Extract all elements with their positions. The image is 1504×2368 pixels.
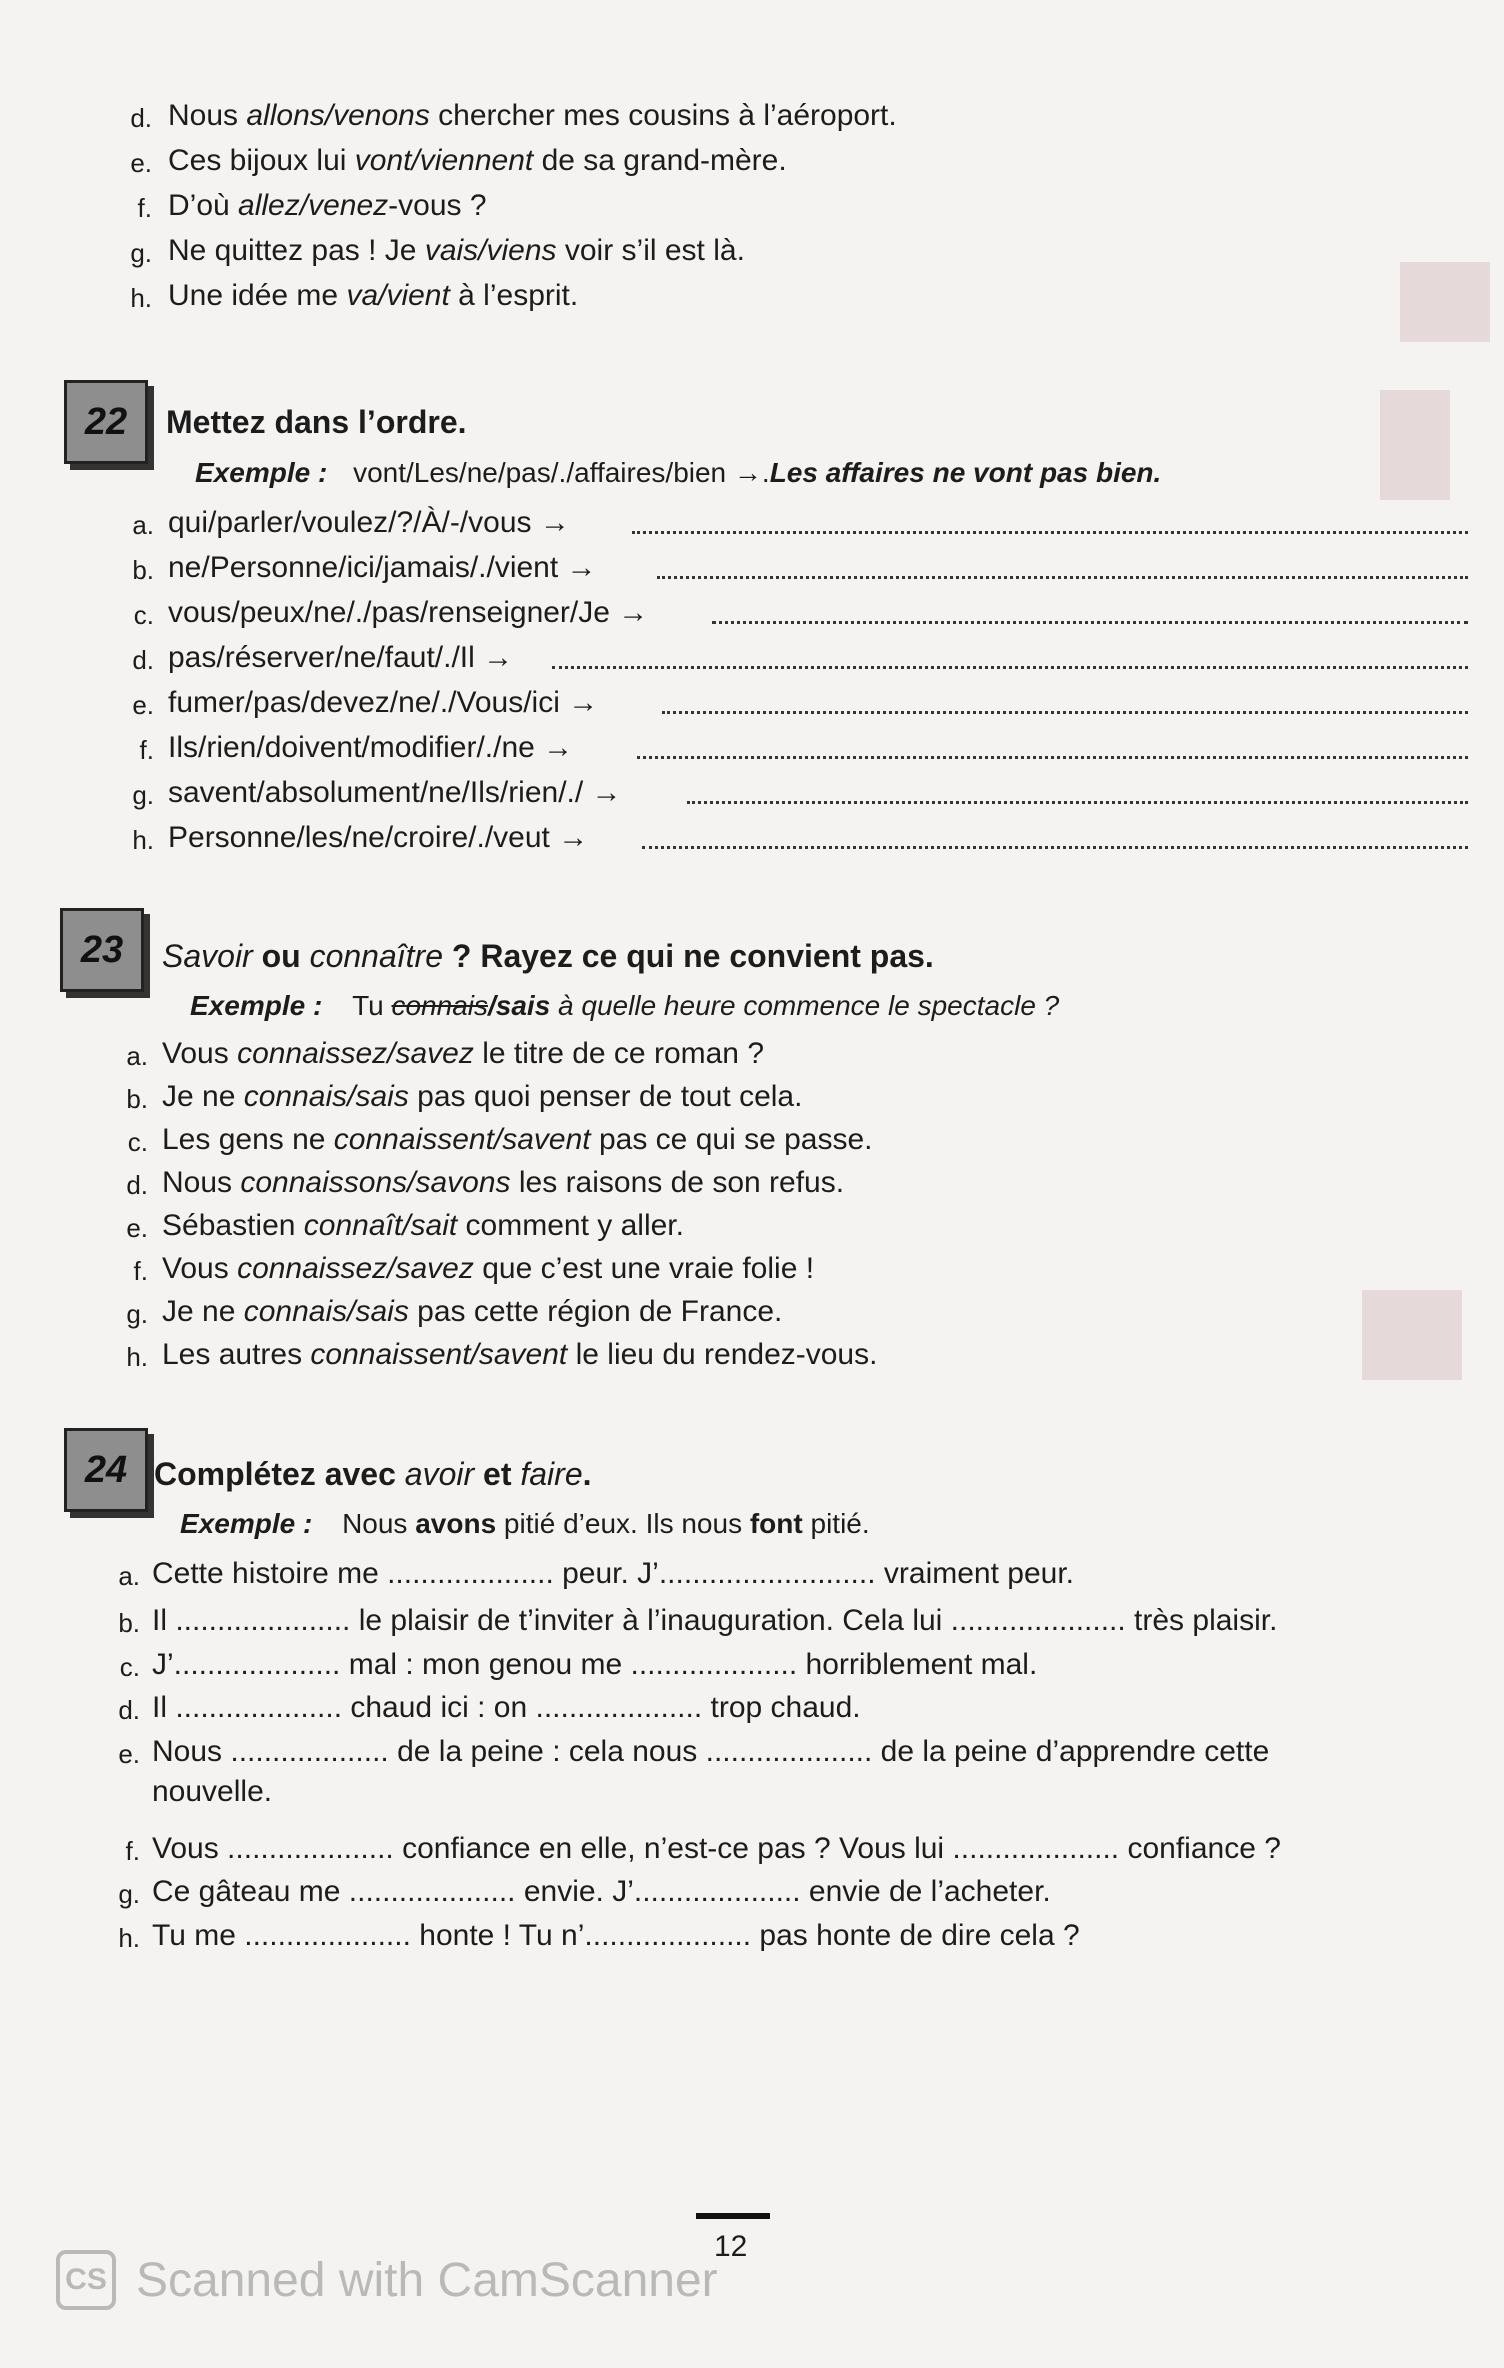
italic-choice: connaissons/savons [240, 1166, 511, 1199]
bleed-through-box [1400, 262, 1490, 342]
text-segment: pas quoi penser de tout cela. [408, 1080, 803, 1113]
item-label: a. [126, 1041, 148, 1071]
italic-choice: connais/sais [243, 1080, 409, 1113]
item-text [162, 1337, 877, 1373]
item-text [162, 1294, 782, 1330]
item-text: Ils/rien/doivent/modifier/./ne → [168, 731, 574, 764]
page-number-rule [696, 2213, 770, 2219]
item-text [162, 1208, 684, 1244]
item-text: Personne/les/ne/croire/./veut → [168, 821, 589, 854]
title-segment: Savoir [162, 938, 253, 974]
title-faire: faire [520, 1456, 583, 1492]
text-segment: pas ce qui se passe. [590, 1123, 873, 1156]
item-label: a. [132, 510, 154, 540]
text-segment: Une idée me [168, 279, 347, 312]
item-text [168, 188, 487, 224]
text-segment: Vous [162, 1252, 238, 1285]
item-text: Ce gâteau me .................... envie. J’.................... envie de l’acheter. [152, 1875, 1051, 1908]
example-label: Exemple : [180, 1508, 313, 1539]
text-segment: Je ne [162, 1080, 244, 1113]
item-text: Cette histoire me .................... peur. J’.......................... vraiment peur. [152, 1557, 1074, 1590]
text-segment: D’où [168, 189, 239, 222]
item-label: f. [133, 1256, 148, 1286]
item-label: h. [132, 825, 154, 855]
text-segment: Les gens ne [162, 1123, 334, 1156]
item-label: h. [118, 1923, 140, 1953]
text-segment: Les autres [162, 1338, 311, 1371]
example-answer: Les affaires ne vont pas bien. [769, 457, 1162, 488]
answer-dotted-line [637, 756, 1468, 759]
page-number: 12 [714, 2230, 748, 2263]
italic-choice: connaissez/savez [237, 1037, 474, 1070]
text-segment: Nous [342, 1508, 416, 1539]
text-segment: le titre de ce roman ? [473, 1037, 765, 1070]
item-label: d. [118, 1695, 140, 1725]
text-segment: Ces bijoux lui [168, 144, 355, 177]
item-text: Il ..................... le plaisir de t’inviter à l’inauguration. Cela lui ..................... très plaisir. [152, 1604, 1278, 1637]
item-label: e. [132, 690, 154, 720]
example-label: Exemple : [190, 990, 323, 1021]
bleed-through-box [1362, 1290, 1462, 1380]
text-segment: pas cette région de France. [408, 1295, 783, 1328]
text-segment: font [749, 1508, 803, 1539]
exercise-24-example [180, 1508, 870, 1540]
italic-choice: allez/venez [238, 189, 389, 222]
bleed-through-box [1380, 390, 1450, 500]
item-text [162, 1036, 764, 1072]
answer-dotted-line [687, 801, 1468, 804]
item-label: b. [118, 1608, 140, 1638]
item-text [162, 1079, 802, 1115]
exercise-22-number-badge: 22 [64, 380, 148, 464]
answer-dotted-line [712, 621, 1468, 624]
item-label: b. [132, 555, 154, 585]
item-label: f. [139, 735, 154, 765]
answer-dotted-line [632, 531, 1468, 534]
item-text: vous/peux/ne/./pas/renseigner/Je → [168, 596, 649, 629]
title-avoir: avoir [404, 1456, 475, 1492]
italic-choice: connaît/sait [303, 1209, 458, 1242]
title-pre: Complétez avec [154, 1456, 405, 1492]
title-segment: connaître [309, 938, 443, 974]
item-text: savent/absolument/ne/Ils/rien/./ → [168, 776, 622, 809]
italic-choice: connaissent/savent [333, 1123, 591, 1156]
italic-choice: vais/viens [424, 234, 557, 267]
text-segment: de sa grand-mère. [533, 144, 787, 177]
text-segment: voir s’il est là. [556, 234, 745, 267]
item-label: f. [137, 193, 152, 223]
title-mid: et [474, 1456, 521, 1492]
example-text: vont/Les/ne/pas/./affaires/bien →. [353, 457, 770, 488]
example-correct-word: /sais [488, 990, 551, 1021]
answer-dotted-line [662, 711, 1468, 714]
item-label: d. [126, 1170, 148, 1200]
item-label: b. [126, 1084, 148, 1114]
item-label: h. [130, 283, 152, 313]
example-pre: Tu [352, 990, 392, 1021]
item-text-continued: nouvelle. [152, 1775, 273, 1808]
exercise-24-number-badge: 24 [64, 1428, 148, 1512]
item-text [162, 1122, 872, 1158]
watermark-text: Scanned with CamScanner [136, 2253, 718, 2307]
exercise-23-title [162, 938, 934, 975]
item-label: g. [126, 1299, 148, 1329]
italic-choice: va/vient [346, 279, 450, 312]
title-segment: ? Rayez ce qui ne convient pas. [443, 938, 934, 974]
text-segment: Je ne [162, 1295, 244, 1328]
item-label: a. [118, 1561, 140, 1591]
item-label: c. [127, 1127, 148, 1157]
example-struck-word: connais [391, 990, 488, 1021]
item-label: h. [126, 1342, 148, 1372]
italic-choice: allons/venons [246, 99, 430, 132]
answer-dotted-line [642, 846, 1468, 849]
exercise-24-title [154, 1456, 592, 1493]
item-label: d. [132, 645, 154, 675]
item-label: f. [125, 1836, 140, 1866]
item-text: J’.................... mal : mon genou me .................... horriblement mal. [152, 1648, 1038, 1681]
camscanner-watermark [56, 2245, 718, 2315]
italic-choice: vont/viennent [354, 144, 534, 177]
example-rest: à quelle heure commence le spectacle ? [550, 990, 1060, 1021]
text-segment: Vous [162, 1037, 238, 1070]
item-label: g. [118, 1879, 140, 1909]
text-segment: le lieu du rendez-vous. [567, 1338, 878, 1371]
camscanner-logo-icon: CS [56, 2250, 116, 2310]
exercise-23-number-badge: 23 [60, 908, 144, 992]
text-segment: chercher mes cousins à l’aéroport. [429, 99, 897, 132]
item-label: d. [130, 103, 152, 133]
text-segment: Nous [168, 99, 247, 132]
exercise-22-title: Mettez dans l’ordre. [166, 404, 467, 440]
item-label: e. [126, 1213, 148, 1243]
answer-dotted-line [552, 666, 1468, 669]
item-text: fumer/pas/devez/ne/./Vous/ici → [168, 686, 599, 719]
item-text [162, 1165, 844, 1201]
title-segment: ou [252, 938, 310, 974]
exercise-22-example [195, 457, 1161, 489]
text-segment: comment y aller. [457, 1209, 684, 1242]
text-segment: pitié. [802, 1508, 870, 1539]
item-text: qui/parler/voulez/?/À/-/vous → [168, 506, 570, 539]
item-text: Nous ................... de la peine : cela nous .................... de la peine d’apprendre cette [152, 1735, 1270, 1768]
text-segment: Ne quittez pas ! Je [168, 234, 425, 267]
text-segment: Nous [162, 1166, 241, 1199]
text-segment: à l’esprit. [449, 279, 579, 312]
italic-choice: connaissent/savent [310, 1338, 568, 1371]
example-sentence [342, 1508, 870, 1539]
text-segment: les raisons de son refus. [510, 1166, 845, 1199]
example-label: Exemple : [195, 457, 328, 488]
item-text [162, 1251, 814, 1287]
text-segment: Sébastien [162, 1209, 304, 1242]
item-label: c. [119, 1652, 140, 1682]
item-label: c. [133, 600, 154, 630]
item-label: e. [130, 148, 152, 178]
item-text: Il .................... chaud ici : on .................... trop chaud. [152, 1691, 861, 1724]
item-text [168, 143, 787, 179]
item-label: g. [130, 238, 152, 268]
title-end: . [582, 1456, 592, 1492]
text-segment: avons [415, 1508, 497, 1539]
italic-choice: connais/sais [243, 1295, 409, 1328]
text-segment: -vous ? [388, 189, 487, 222]
item-label: e. [118, 1739, 140, 1769]
answer-dotted-line [657, 576, 1468, 579]
item-text: Tu me .................... honte ! Tu n’.................... pas honte de dire cela ? [152, 1919, 1080, 1952]
text-segment: pitié d’eux. Ils nous [496, 1508, 750, 1539]
italic-choice: connaissez/savez [237, 1252, 474, 1285]
item-label: g. [132, 780, 154, 810]
item-text: Vous .................... confiance en elle, n’est-ce pas ? Vous lui .................... confiance ? [152, 1832, 1281, 1865]
item-text [168, 278, 578, 314]
exercise-23-example [190, 990, 1059, 1022]
item-text [168, 233, 745, 269]
item-text: ne/Personne/ici/jamais/./vient → [168, 551, 597, 584]
item-text [168, 98, 897, 134]
text-segment: que c’est une vraie folie ! [473, 1252, 815, 1285]
item-text: pas/réserver/ne/faut/./Il → [168, 641, 514, 674]
